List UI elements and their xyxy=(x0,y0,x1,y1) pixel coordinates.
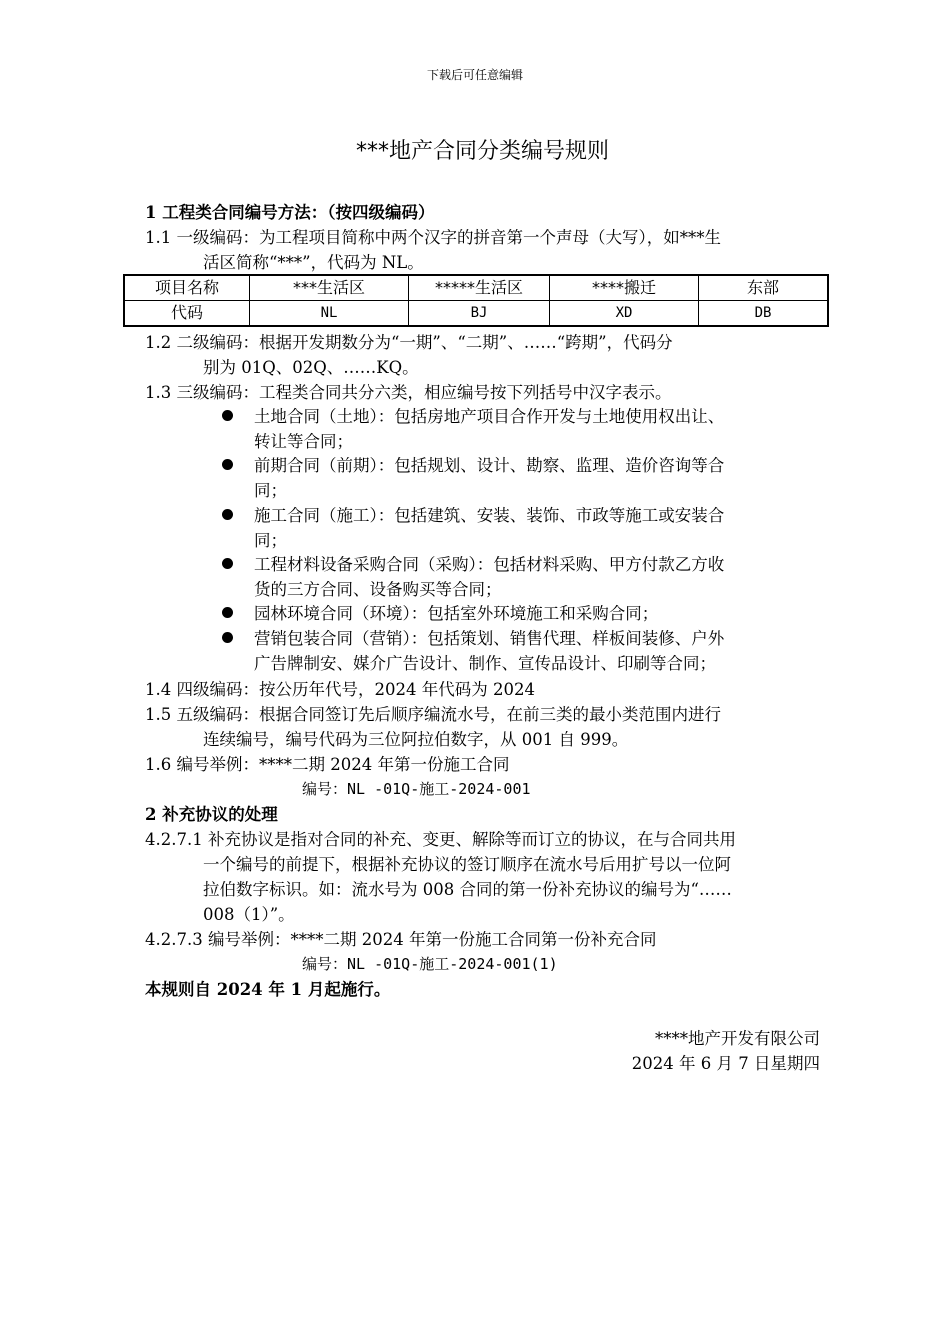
signature-date: 2024 年 6 月 7 日星期四 xyxy=(631,1054,820,1073)
bullet-item-3-line-2: 同； xyxy=(254,531,287,550)
clause-4273-code: 编号：NL -01Q-施工-2024-001(1) xyxy=(302,955,558,973)
bullet-item-1-line-2: 转让等合同； xyxy=(254,432,353,451)
clause-1-4: 1.4 四级编码：按公历年代号，2024 年代码为 2024 xyxy=(145,680,535,699)
table-cell: BJ xyxy=(409,301,550,327)
clause-1-2-line-2: 别为 01Q、02Q、……KQ。 xyxy=(203,358,419,377)
bullet-item-2-line-2: 同； xyxy=(254,481,287,500)
company-signature: ****地产开发有限公司 xyxy=(655,1029,820,1048)
clause-1-5-line-1: 1.5 五级编码：根据合同签订先后顺序编流水号，在前三类的最小类范围内进行 xyxy=(145,705,721,724)
project-code-table xyxy=(123,274,829,327)
clause-1-6: 1.6 编号举例：****二期 2024 年第一份施工合同 xyxy=(145,755,510,774)
clause-1-1-line-1: 1.1 一级编码：为工程项目简称中两个汉字的拼音第一个声母（大写），如***生 xyxy=(145,228,721,247)
section-2-heading: 2 补充协议的处理 xyxy=(145,805,278,824)
bullet-item-4-line-2: 货的三方合同、设备购买等合同； xyxy=(254,580,502,599)
clause-4271-line-2: 一个编号的前提下，根据补充协议的签订顺序在流水号后用扩号以一位阿 xyxy=(203,855,731,874)
bullet-icon xyxy=(222,558,233,569)
table-cell: *****生活区 xyxy=(409,275,550,301)
bullet-item-6-line-2: 广告牌制安、媒介广告设计、制作、宣传品设计、印刷等合同； xyxy=(254,654,716,673)
bullet-icon xyxy=(222,459,233,470)
table-row xyxy=(124,301,828,327)
clause-1-6-code: 编号：NL -01Q-施工-2024-001 xyxy=(302,780,531,798)
table-cell: NL xyxy=(250,301,409,327)
table-header-row xyxy=(124,275,828,301)
table-cell: ****搬迁 xyxy=(550,275,699,301)
bullet-item-2-line-1: 前期合同（前期）：包括规划、设计、勘察、监理、造价咨询等合 xyxy=(254,456,725,475)
clause-4271-line-1: 4.2.7.1 补充协议是指对合同的补充、变更、解除等而订立的协议，在与合同共用 xyxy=(145,830,736,849)
clause-1-5-line-2: 连续编号，编号代码为三位阿拉伯数字，从 001 自 999。 xyxy=(203,730,629,749)
table-cell: 代码 xyxy=(124,301,250,327)
clause-1-1-line-2: 活区简称“***”，代码为 NL。 xyxy=(203,253,424,272)
bullet-icon xyxy=(222,632,233,643)
clause-4271-line-3: 拉伯数字标识。如：流水号为 008 合同的第一份补充协议的编号为“…… xyxy=(203,880,732,899)
clause-4273: 4.2.7.3 编号举例：****二期 2024 年第一份施工合同第一份补充合同 xyxy=(145,930,657,949)
table-cell: 东部 xyxy=(699,275,829,301)
bullet-item-1-line-1: 土地合同（土地）：包括房地产项目合作开发与土地使用权出让、 xyxy=(254,407,725,426)
bullet-icon xyxy=(222,509,233,520)
bullet-icon xyxy=(222,607,233,618)
header-note: 下载后可任意编辑 xyxy=(426,68,523,82)
bullet-item-5-line-1: 园林环境合同（环境）：包括室外环境施工和采购合同； xyxy=(254,604,659,623)
table-cell: ***生活区 xyxy=(250,275,409,301)
section-1-heading: 1 工程类合同编号方法：（按四级编码） xyxy=(145,203,435,222)
bullet-item-4-line-1: 工程材料设备采购合同（采购）：包括材料采购、甲方付款乙方收 xyxy=(254,555,725,574)
clause-1-3: 1.3 三级编码：工程类合同共分六类，相应编号按下列括号中汉字表示。 xyxy=(145,383,672,402)
document-title: ***地产合同分类编号规则 xyxy=(355,139,609,164)
bullet-item-3-line-1: 施工合同（施工）：包括建筑、安装、装饰、市政等施工或安装合 xyxy=(254,506,725,525)
effective-statement: 本规则自 2024 年 1 月起施行。 xyxy=(145,980,391,999)
table-cell: 项目名称 xyxy=(124,275,250,301)
bullet-icon xyxy=(222,410,233,421)
table-cell: XD xyxy=(550,301,699,327)
clause-4271-line-4: 008（1）”。 xyxy=(203,905,295,924)
bullet-item-6-line-1: 营销包装合同（营销）：包括策划、销售代理、样板间装修、户外 xyxy=(254,629,725,648)
table-cell: DB xyxy=(699,301,829,327)
clause-1-2-line-1: 1.2 二级编码：根据开发期数分为“一期”、“二期”、……“跨期”，代码分 xyxy=(145,333,673,352)
